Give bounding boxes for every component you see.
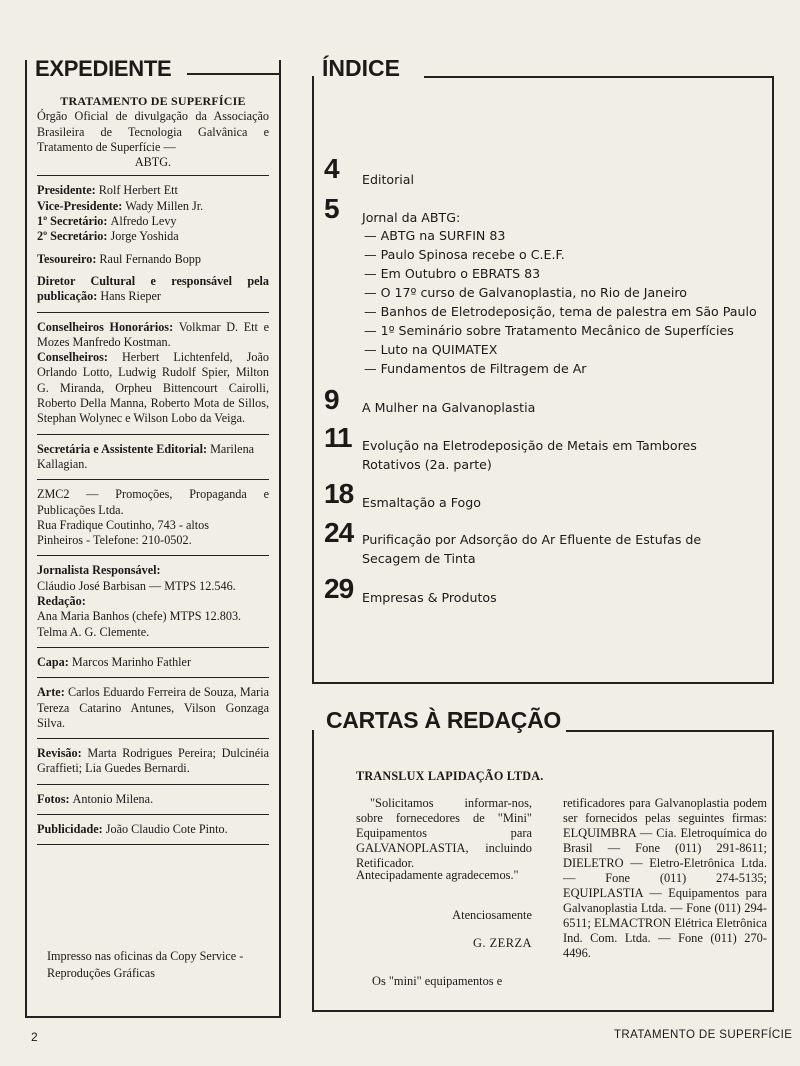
editorial-staff: Redação: Ana Maria Banhos (chefe) MTPS 12.803. Telma A. G. Clemente. — [37, 594, 269, 640]
advertising-name: João Claudio Cote Pinto. — [105, 821, 228, 836]
toc-page-number: 29 — [324, 573, 354, 604]
toc-page-number: 5 — [324, 193, 339, 224]
toc-subitem: — ABTG na SURFIN 83 — [364, 228, 506, 243]
letter-signature: G. ZERZA — [472, 936, 532, 950]
toc-entry-title: Jornal da ABTG: — [362, 210, 461, 225]
role-label: Vice-Presidente — [37, 198, 119, 213]
agency-phone: Pinheiros - Telefone: 210-0502. — [37, 533, 192, 548]
toc-page-number: 9 — [324, 384, 339, 415]
toc-subitem: — Luto na QUIMATEX — [364, 342, 498, 357]
secretary-name: Marilena Kallagian. — [37, 441, 255, 471]
role-label: Diretor Cultural e responsável pela publicação — [37, 273, 269, 304]
role-label: 1º Secretário — [37, 214, 104, 229]
separator — [37, 434, 269, 435]
expediente-box — [25, 56, 281, 1018]
role-label: Revisão — [37, 746, 78, 761]
treasurer: Tesoureiro: Raul Fernando Bopp — [37, 251, 201, 266]
letter-thanks: Antecipadamente agradecemos." — [356, 868, 519, 882]
role-label: Presidente — [37, 183, 92, 198]
role-label: Publicidade — [37, 821, 99, 836]
reply-body: retificadores para Galvanoplastia podem ser fornecidos pelas seguintes firmas: ELQUIMBRA — Cia. Eletroquímica do Brasil — Fone (011) 291-8611; DIELETRO — Eletro-Eletrônica Ltda. — Fone (011) 274-5135; EQUIPLASTIA — Equipamentos para Galvanoplastia Ltda. — Fone (011) 294-6511; ELMACTRON Elétrica Eletrônica Ind. Com. Ltda. — Fone (011) 270-4496. — [563, 796, 767, 960]
role-label: Tesoureiro — [37, 251, 93, 266]
toc-subitem: — O 17º curso de Galvanoplastia, no Rio de Janeiro — [364, 285, 687, 300]
photos-credit: Fotos: Antonio Milena. — [37, 791, 154, 806]
advertising-credit: Publicidade: João Claudio Cote Pinto. — [37, 821, 228, 836]
art-credit: Arte: Carlos Eduardo Ferreira de Souza, Maria Tereza Catarino Antunes, Vilson Gonzaga Silva. — [37, 685, 269, 730]
photos-name: Antonio Milena. — [72, 791, 154, 806]
separator — [37, 175, 269, 176]
officer-name: Rolf Herbert Ett — [98, 183, 178, 198]
director-name: Hans Rieper — [100, 289, 161, 304]
separator — [37, 738, 269, 739]
honorary-counselors: Conselheiros Honorários: Volkmar D. Ett e Mozes Manfredo Kostman. — [37, 319, 269, 349]
page-number: 2 — [31, 1030, 38, 1044]
toc-subitem: — Fundamentos de Filtragem de Ar — [364, 361, 587, 376]
toc-page-number: 18 — [324, 478, 354, 509]
officer-vice-president: Vice-Presidente: Wady Millen Jr. — [37, 198, 204, 213]
cover-credit: Capa: Marcos Marinho Fathler — [37, 654, 192, 669]
letter-body: "Solicitamos informar-nos, sobre fornecedores de "Mini" Equipamentos para GALVANOPLASTIA, incluindo Retificador. — [356, 796, 532, 870]
counselors: Conselheiros: Herbert Lichtenfeld, João Orlando Lotto, Ludwig Rudolf Spier, Milton G. Miranda, Orpheu Bittencourt Cairolli, Roberto Della Manna, Roberto Mota de Sillos, Stephan Wolynec e Wilson Lobo da Veiga. — [37, 350, 270, 426]
review-credit: Revisão: Marta Rodrigues Pereira; Dulcinéia Graffieti; Lia Guedes Bernardi. — [37, 746, 269, 776]
review-names: Marta Rodrigues Pereira; Dulcinéia Graffieti; Lia Guedes Bernardi. — [37, 746, 269, 776]
role-label: Capa — [37, 654, 65, 669]
letter-closing: Atenciosamente — [452, 908, 532, 922]
cover-name: Marcos Marinho Fathler — [71, 654, 192, 669]
publication-abbr: ABTG. — [134, 155, 172, 170]
toc-subitem: — 1º Seminário sobre Tratamento Mecânico de Superfícies — [364, 323, 734, 338]
toc-subitem: — Em Outubro o EBRATS 83 — [364, 266, 541, 281]
indice-rule — [424, 76, 774, 78]
separator — [37, 312, 269, 313]
cartas-rule — [566, 730, 774, 732]
officer-name: Alfredo Levy — [110, 214, 177, 229]
toc-page-number: 11 — [324, 422, 352, 453]
toc-entry-title: Evolução na Eletrodeposição de Metais em Tambores Rotativos (2a. parte) — [362, 438, 697, 472]
toc-entry-title: Editorial — [362, 172, 414, 187]
officers-list — [37, 183, 269, 244]
role-label: Redação — [37, 594, 82, 609]
toc-entry-title: Purificação por Adsorção do Ar Efluente de Estufas de Secagem de Tinta — [362, 532, 702, 566]
print-note: Impresso nas oficinas da Copy Service - Reproduções Gráficas — [47, 949, 244, 980]
role-label: Conselheiros Honorários — [37, 319, 170, 334]
role-label: Conselheiros — [37, 350, 104, 365]
toc-page-number: 4 — [324, 153, 339, 184]
toc-subitem: — Paulo Spinosa recebe o C.E.F. — [364, 247, 565, 262]
footer-publication: TRATAMENTO DE SUPERFÍCIE — [614, 1029, 793, 1041]
letter-sender: TRANSLUX LAPIDAÇÃO LTDA. — [356, 769, 544, 783]
officer-name: Wady Millen Jr. — [125, 198, 204, 213]
editorial-member: Telma A. G. Clemente. — [37, 624, 150, 639]
journalist-name: Cláudio José Barbisan — MTPS 12.546. — [37, 578, 236, 593]
toc-entry-title: Esmaltação a Fogo — [362, 495, 481, 510]
expediente-rule — [187, 73, 281, 75]
separator — [37, 555, 269, 556]
officer-president: Presidente: Rolf Herbert Ett — [37, 183, 178, 198]
toc-entry-title: Empresas & Produtos — [362, 590, 497, 605]
role-label: Fotos — [37, 791, 66, 806]
reply-start: Os "mini" equipamentos e — [372, 974, 503, 988]
expediente-content — [37, 94, 269, 852]
expediente-title: EXPEDIENTE — [35, 56, 177, 82]
role-label: Secretária e Assistente Editorial — [37, 441, 203, 456]
journalist: Jornalista Responsável: Cláudio José Barbisan — MTPS 12.546. — [37, 563, 269, 594]
officer-name: Jorge Yoshida — [110, 229, 179, 244]
separator — [37, 647, 269, 648]
editorial-chief: Ana Maria Banhos (chefe) MTPS 12.803. — [37, 609, 242, 624]
separator — [37, 479, 269, 480]
toc-entry-title: A Mulher na Galvanoplastia — [362, 400, 536, 415]
editorial-secretary: Secretária e Assistente Editorial: Marilena Kallagian. — [37, 441, 255, 471]
cultural-director: Diretor Cultural e responsável pela publicação: Hans Rieper — [37, 273, 269, 304]
toc-subitem: — Banhos de Eletrodeposição, tema de palestra em São Paulo — [364, 304, 757, 319]
role-label: Arte — [37, 685, 61, 700]
officer-second-secretary: 2º Secretário: Jorge Yoshida — [37, 229, 179, 244]
role-label: Jornalista Responsável — [37, 563, 157, 578]
role-label: 2º Secretário — [37, 229, 104, 244]
agency-name: ZMC2 — Promoções, Propaganda e Publicações Ltda. — [37, 487, 269, 517]
indice-title: ÍNDICE — [322, 55, 400, 81]
publication-name: TRATAMENTO DE SUPERFÍCIE — [60, 94, 246, 108]
treasurer-name: Raul Fernando Bopp — [99, 251, 201, 266]
separator — [37, 814, 269, 815]
art-names: Carlos Eduardo Ferreira de Souza, Maria Tereza Catarino Antunes, Vilson Gonzaga Silva. — [37, 685, 269, 730]
cartas-title: CARTAS À REDAÇÃO — [326, 707, 561, 733]
honorary-names: Volkmar D. Ett e Mozes Manfredo Kostman. — [37, 319, 269, 349]
toc-page-number: 24 — [324, 517, 354, 548]
agency-info — [37, 487, 269, 548]
separator — [37, 784, 269, 785]
agency-address: Rua Fradique Coutinho, 743 - altos — [37, 517, 209, 532]
separator — [37, 844, 269, 845]
counselor-names: Herbert Lichtenfeld, João Orlando Lotto, Ludwig Rudolf Spier, Milton G. Miranda, Orpheu Bittencourt Cairolli, Roberto Della Manna, Roberto Mota de Sillos, Stephan Wolynec e Wilson Lobo da Veiga. — [37, 350, 270, 426]
officer-first-secretary: 1º Secretário: Alfredo Levy — [37, 214, 177, 229]
separator — [37, 677, 269, 678]
publication-description: Órgão Oficial de divulgação da Associação Brasileira de Tecnologia Galvânica e Tratamento de Superfície — — [37, 109, 269, 154]
